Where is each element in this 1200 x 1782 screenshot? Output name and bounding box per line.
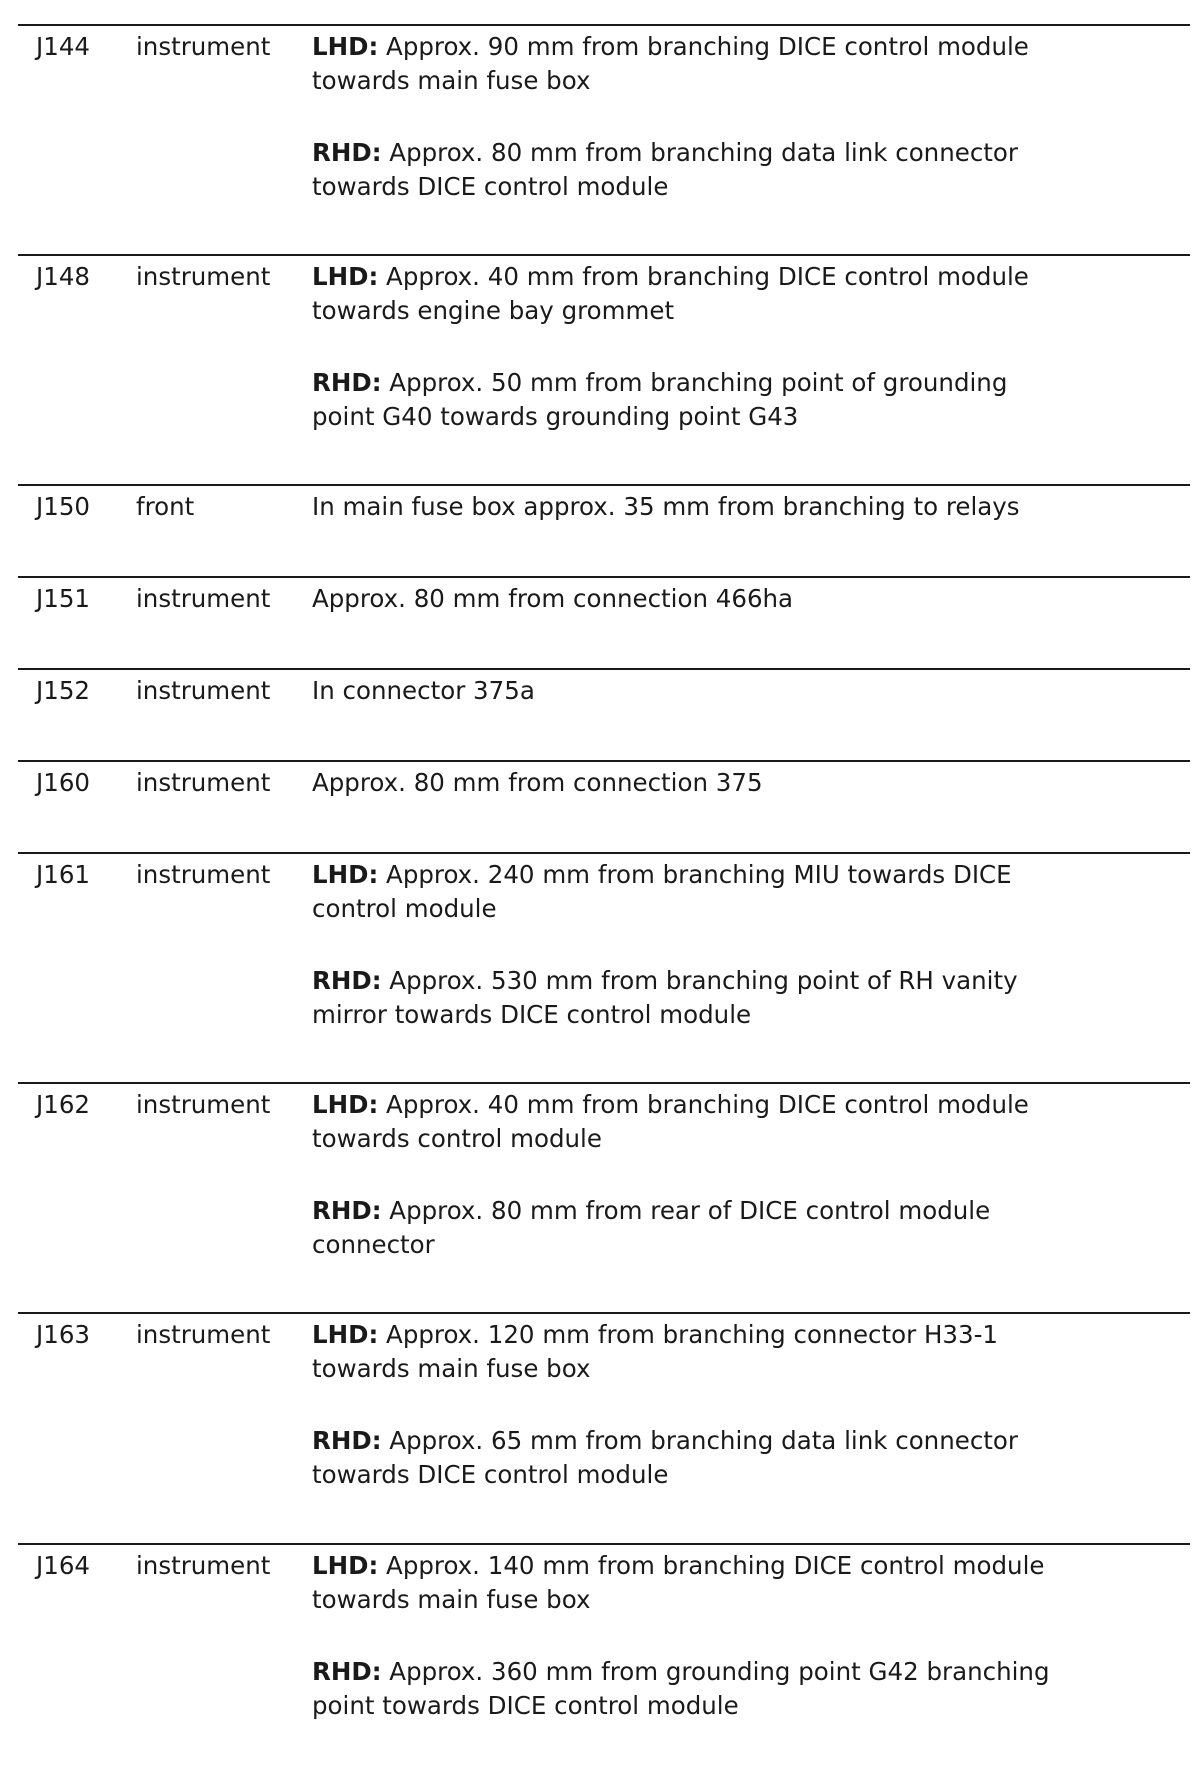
drive-side-label: LHD: <box>312 1551 379 1580</box>
description-text: Approx. 80 mm from branching data link connector <box>381 138 1018 167</box>
drive-side-label: LHD: <box>312 262 379 291</box>
drive-side-label: LHD: <box>312 860 379 889</box>
description <box>312 490 1020 524</box>
description-line <box>312 1318 998 1352</box>
description-text: Approx. 90 mm from branching DICE control module <box>378 32 1029 61</box>
description-line <box>312 170 1018 204</box>
description-line <box>312 964 1018 998</box>
description <box>312 582 793 616</box>
description-line <box>312 1122 1029 1156</box>
rhd-description <box>312 1424 1018 1492</box>
description-text: mirror towards DICE control module <box>312 1000 752 1029</box>
rhd-description <box>312 366 1007 434</box>
description-line <box>312 1228 990 1262</box>
splice-id: J163 <box>36 1320 90 1349</box>
description-line <box>312 64 1029 98</box>
harness-location: instrument <box>136 1090 271 1119</box>
splice-id: J144 <box>36 32 90 61</box>
splice-id: J162 <box>36 1090 90 1119</box>
description-text: towards main fuse box <box>312 66 591 95</box>
description-line <box>312 1458 1018 1492</box>
harness-location: front <box>136 492 195 521</box>
description-text: Approx. 120 mm from branching connector H33-1 <box>378 1320 999 1349</box>
splice-id: J151 <box>36 584 90 613</box>
description-text: towards DICE control module <box>312 1460 669 1489</box>
drive-side-label: LHD: <box>312 32 379 61</box>
description-text: towards DICE control module <box>312 172 669 201</box>
splice-id: J161 <box>36 860 90 889</box>
drive-side-label: LHD: <box>312 1320 379 1349</box>
description-text: control module <box>312 894 497 923</box>
row-divider <box>18 1082 1190 1084</box>
row-divider <box>18 1312 1190 1314</box>
description-line <box>312 294 1029 328</box>
harness-location: instrument <box>136 1551 271 1580</box>
drive-side-label: RHD: <box>312 1196 382 1225</box>
description-text: Approx. 240 mm from branching MIU towards DICE <box>378 860 1012 889</box>
description-line <box>312 674 535 708</box>
description-line <box>312 892 1012 926</box>
harness-location: instrument <box>136 1320 271 1349</box>
drive-side-label: RHD: <box>312 1426 382 1455</box>
row-divider <box>18 24 1190 26</box>
description-line <box>312 400 1007 434</box>
description-line <box>312 998 1018 1032</box>
splice-id: J164 <box>36 1551 90 1580</box>
description-line <box>312 1352 998 1386</box>
description-text: point G40 towards grounding point G43 <box>312 402 799 431</box>
description-text: Approx. 40 mm from branching DICE control module <box>378 1090 1029 1119</box>
description-text: Approx. 80 mm from connection 375 <box>312 768 763 797</box>
description-line <box>312 366 1007 400</box>
description-line <box>312 766 763 800</box>
description-line <box>312 1194 990 1228</box>
splice-id: J160 <box>36 768 90 797</box>
row-divider <box>18 852 1190 854</box>
drive-side-label: RHD: <box>312 368 382 397</box>
lhd-description <box>312 858 1012 926</box>
description-text: Approx. 50 mm from branching point of grounding <box>381 368 1008 397</box>
description-text: connector <box>312 1230 435 1259</box>
row-divider <box>18 254 1190 256</box>
row-divider <box>18 760 1190 762</box>
description-text: Approx. 530 mm from branching point of RH vanity <box>381 966 1018 995</box>
description-line <box>312 858 1012 892</box>
rhd-description <box>312 964 1018 1032</box>
drive-side-label: LHD: <box>312 1090 379 1119</box>
description-text: Approx. 140 mm from branching DICE control module <box>378 1551 1045 1580</box>
rhd-description <box>312 1655 1050 1723</box>
description-line <box>312 136 1018 170</box>
splice-id: J148 <box>36 262 90 291</box>
description-line <box>312 30 1029 64</box>
description-text: Approx. 80 mm from connection 466ha <box>312 584 794 613</box>
lhd-description <box>312 1318 998 1386</box>
description-line <box>312 1655 1050 1689</box>
description-text: towards engine bay grommet <box>312 296 675 325</box>
description-line <box>312 1088 1029 1122</box>
description-line <box>312 260 1029 294</box>
drive-side-label: RHD: <box>312 138 382 167</box>
description <box>312 674 535 708</box>
harness-location: instrument <box>136 262 271 291</box>
drive-side-label: RHD: <box>312 1657 382 1686</box>
description-text: towards control module <box>312 1124 602 1153</box>
rhd-description <box>312 136 1018 204</box>
row-divider <box>18 484 1190 486</box>
description-text: In connector 375a <box>312 676 535 705</box>
description-line <box>312 582 793 616</box>
description-line <box>312 1549 1044 1583</box>
splice-id: J152 <box>36 676 90 705</box>
harness-location: instrument <box>136 768 271 797</box>
description-line <box>312 1424 1018 1458</box>
description-line <box>312 490 1020 524</box>
description <box>312 766 763 800</box>
description-text: Approx. 80 mm from rear of DICE control module <box>381 1196 991 1225</box>
lhd-description <box>312 30 1029 98</box>
splice-id: J150 <box>36 492 90 521</box>
description-text: In main fuse box approx. 35 mm from branching to relays <box>312 492 1020 521</box>
drive-side-label: RHD: <box>312 966 382 995</box>
description-text: point towards DICE control module <box>312 1691 739 1720</box>
description-text: Approx. 65 mm from branching data link connector <box>381 1426 1018 1455</box>
harness-location: instrument <box>136 32 271 61</box>
description-text: towards main fuse box <box>312 1354 591 1383</box>
harness-location: instrument <box>136 860 271 889</box>
description-text: towards main fuse box <box>312 1585 591 1614</box>
row-divider <box>18 1543 1190 1545</box>
description-line <box>312 1689 1050 1723</box>
lhd-description <box>312 260 1029 328</box>
lhd-description <box>312 1088 1029 1156</box>
description-line <box>312 1583 1044 1617</box>
description-text: Approx. 40 mm from branching DICE control module <box>378 262 1029 291</box>
row-divider <box>18 668 1190 670</box>
harness-location: instrument <box>136 676 271 705</box>
rhd-description <box>312 1194 990 1262</box>
row-divider <box>18 576 1190 578</box>
lhd-description <box>312 1549 1044 1617</box>
harness-location: instrument <box>136 584 271 613</box>
description-text: Approx. 360 mm from grounding point G42 branching <box>381 1657 1050 1686</box>
